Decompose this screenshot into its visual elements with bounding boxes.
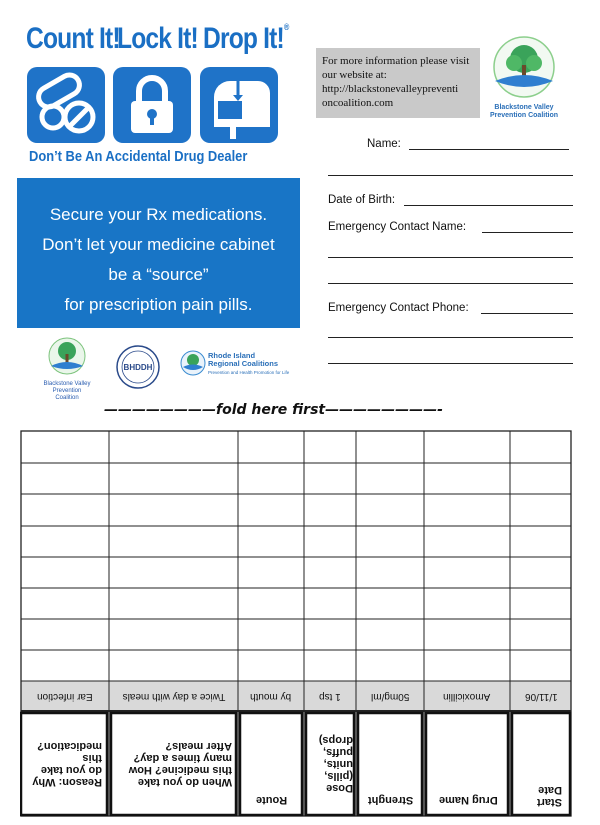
example-strength: 50mg/ml — [370, 691, 410, 702]
pills-icon — [27, 67, 105, 143]
name-field-line2[interactable] — [328, 175, 573, 176]
svg-text:BHDDH: BHDDH — [123, 363, 153, 372]
info-box — [316, 48, 480, 118]
header-reason: Reason: Why do you take this medication? — [32, 740, 102, 788]
name-field[interactable] — [409, 149, 569, 150]
example-dose: 1 tsp — [319, 691, 341, 702]
lock-icon — [113, 67, 191, 143]
lock-it-title: Lock It! — [117, 22, 198, 55]
example-timing: Twice a day with meals — [122, 691, 225, 702]
emergency-name-field[interactable] — [482, 232, 573, 233]
emergency-name-line2[interactable] — [328, 257, 573, 258]
name-label: Name: — [367, 138, 401, 150]
registered-mark: ® — [283, 22, 289, 32]
drop-it-title: Drop It!® — [203, 22, 289, 55]
emergency-phone-line2[interactable] — [328, 337, 573, 338]
tagline: Don’t Be An Accidental Drug Dealer — [29, 148, 248, 165]
example-drug-name: Amoxicillin — [443, 691, 491, 702]
header-route: Route — [255, 794, 288, 806]
message-line: Don’t let your medicine cabinet — [42, 235, 275, 254]
message-line: Secure your Rx medications. — [49, 205, 268, 224]
fold-here-label: ————————fold here first————————- — [104, 402, 443, 418]
emergency-phone-line3[interactable] — [328, 363, 573, 364]
emergency-name-label: Emergency Contact Name: — [328, 221, 467, 233]
medication-table — [20, 430, 572, 817]
message-line: be a “source” — [108, 265, 209, 284]
bvpc-large-logo: Blackstone Valley Prevention Coalition — [481, 35, 567, 119]
count-it-title: Count It! — [26, 22, 120, 55]
example-start-date: 1/11/06 — [524, 691, 558, 702]
header-drug-name: Drug Name — [438, 794, 498, 806]
emergency-phone-label: Emergency Contact Phone: — [328, 302, 469, 314]
ri-regional-coalitions-logo: Rhode Island Regional Coalitions Prevention and Health Promotion for Life — [180, 349, 280, 381]
emergency-phone-field[interactable] — [481, 313, 573, 314]
message-panel — [17, 178, 300, 328]
dob-field[interactable] — [404, 205, 573, 206]
dob-label: Date of Birth: — [328, 194, 396, 206]
bvpc-small-logo: Blackstone Valley Prevention Coalition — [43, 336, 91, 388]
header-start-date: Start Date — [536, 784, 562, 808]
header-timing: When do you take this medicine? How many times a day? After meals? — [128, 740, 232, 788]
message-line: for prescription pain pills. — [64, 295, 253, 314]
header-strength: Strenght — [368, 794, 414, 806]
example-route: by mouth — [250, 691, 292, 702]
header-dose: Dose (pills, units, puffs, drops) — [318, 734, 353, 794]
mailbox-icon — [200, 67, 278, 143]
example-reason: Ear infection — [36, 691, 93, 702]
emergency-name-line3[interactable] — [328, 283, 573, 284]
bhddh-logo — [110, 344, 166, 390]
info-text: For more information please visit our website at: http://blackstonevalleypreventi oncoalition.com — [322, 55, 470, 109]
